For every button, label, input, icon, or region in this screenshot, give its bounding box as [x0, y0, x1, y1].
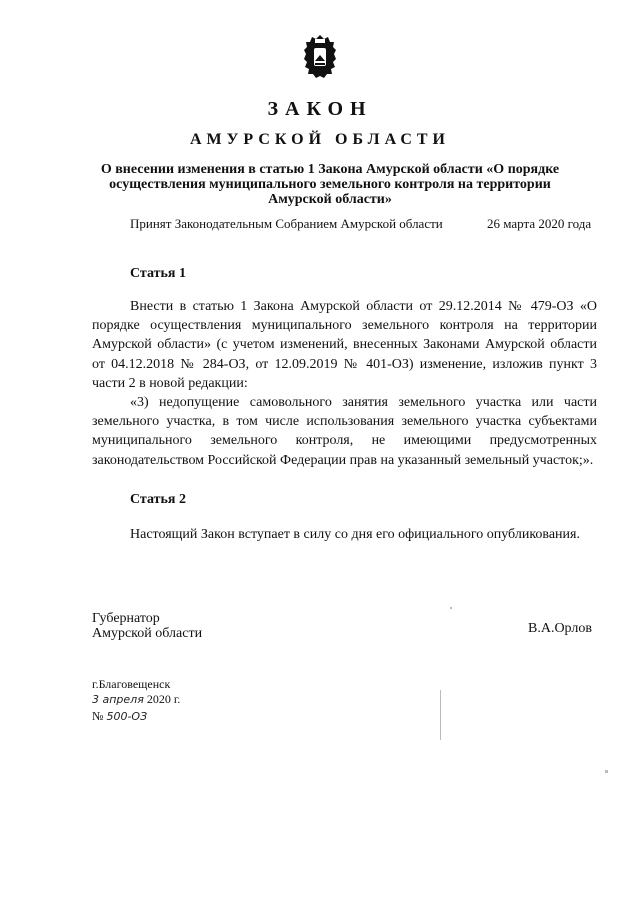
article-1-quote: «3) недопущение самовольного занятия земельного участка или части земельного участка, в том числе использования земельного участка субъектами муниципального земельного контроля, не имеющими предусмотренных законодательством Российской Федерации прав на указанный земельный участок;». [92, 395, 597, 468]
article-1-body [92, 297, 597, 470]
region-title: АМУРСКОЙ ОБЛАСТИ [190, 131, 450, 148]
number-sign: № [92, 709, 104, 723]
governor-title: Губернатор Амурской области [92, 611, 203, 641]
law-subject: О внесении изменения в статью 1 Закона Амурской области «О порядке осуществления муниципального земельного контроля на территории Амурской области» [100, 162, 560, 207]
signing-year: 2020 г. [146, 692, 181, 706]
handwritten-number: 500-ОЗ [106, 710, 148, 723]
law-number [92, 709, 147, 724]
article-1-text: Внести в статью 1 Закона Амурской области от 29.12.2014 № 479-ОЗ «О порядке осуществления муниципального земельного контроля на территории Амурской области» (с учетом изменений, внесенных Законами Амурской области от 04.12.2018 № 284-ОЗ, от 12.09.2019 № 401-ОЗ) изменение, изложив пункт 3 части 2 в новой редакции: [92, 299, 597, 391]
article-2-body [92, 525, 597, 544]
adopted-date: 26 марта 2020 года [487, 216, 592, 231]
place-of-signing: г.Благовещенск [92, 677, 171, 691]
coat-of-arms-icon [300, 33, 340, 81]
scan-mark [605, 770, 608, 773]
scan-mark [440, 690, 441, 740]
handwritten-date: 3 апреля [92, 693, 144, 706]
law-title: ЗАКОН [267, 98, 373, 120]
article-2-text: Настоящий Закон вступает в силу со дня его официального опубликования. [130, 527, 580, 542]
article-1-heading: Статья 1 [130, 266, 186, 281]
governor-name: В.А.Орлов [528, 621, 592, 636]
scan-mark [450, 607, 452, 609]
article-2-heading: Статья 2 [130, 492, 186, 507]
signing-date [92, 692, 180, 707]
adopted-by-line: Принят Законодательным Собранием Амурской области [130, 216, 443, 231]
